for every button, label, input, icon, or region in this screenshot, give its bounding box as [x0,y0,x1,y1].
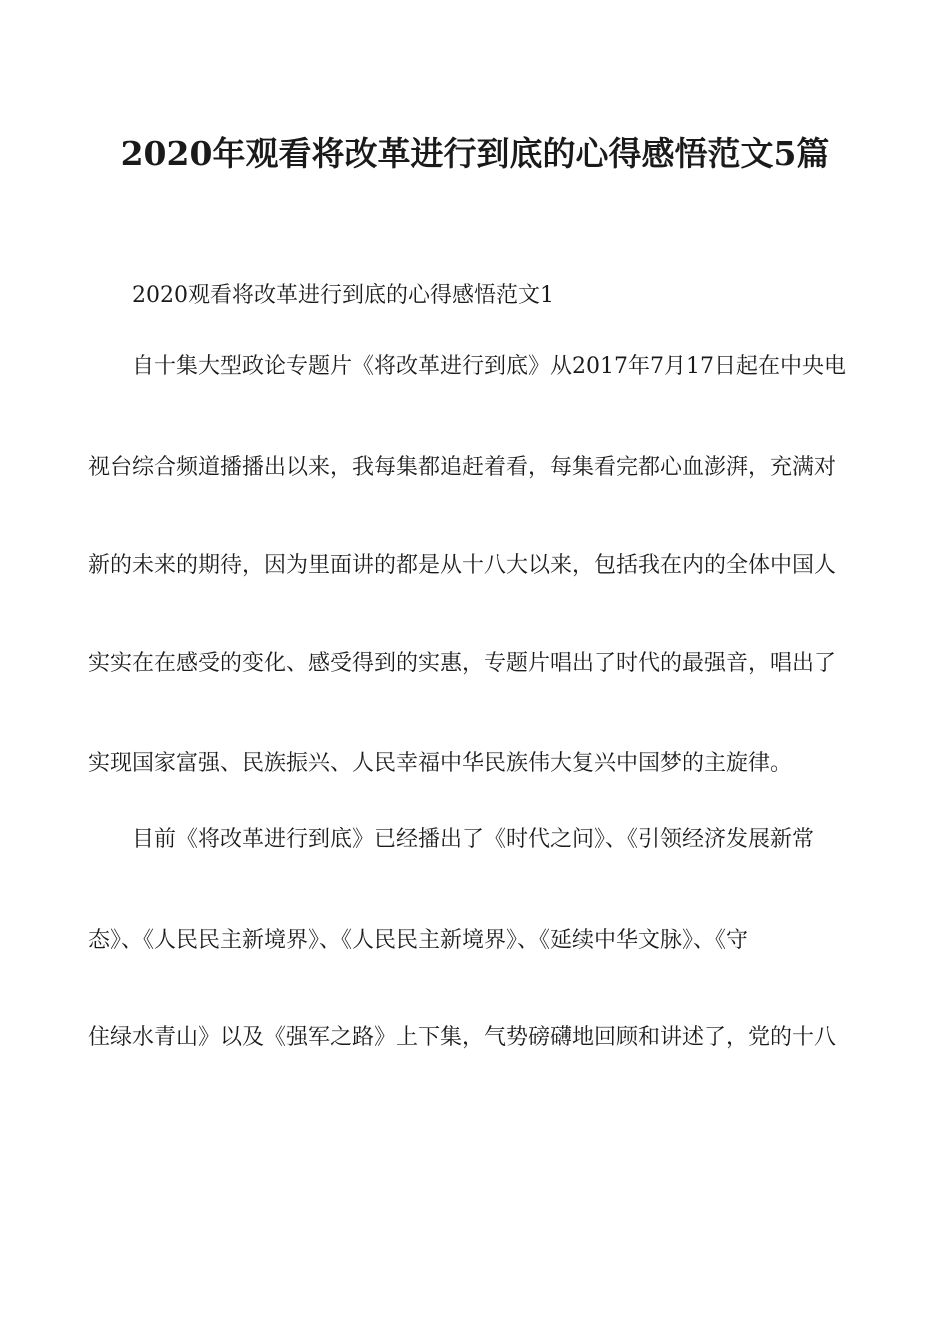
paragraph-line-7: 态》、《人民民主新境界》、《人民民主新境界》、《延续中华文脉》、《守 [88,928,749,953]
paragraph-line-5: 实现国家富强、民族振兴、人民幸福中华民族伟大复兴中国梦的主旋律。 [88,751,793,776]
document-title: 2020年观看将改革进行到底的心得感悟范文5篇 [120,134,830,173]
section-heading: 2020观看将改革进行到底的心得感悟范文1 [132,283,554,308]
paragraph-line-3: 新的未来的期待，因为里面讲的都是从十八大以来，包括我在内的全体中国人 [88,553,837,578]
paragraph-line-2: 视台综合频道播播出以来，我每集都追赶着看，每集看完都心血澎湃，充满对 [88,455,837,480]
paragraph-line-4: 实实在在感受的变化、感受得到的实惠，专题片唱出了时代的最强音，唱出了 [88,651,837,676]
paragraph-line-1: 自十集大型政论专题片《将改革进行到底》从2017年7月17日起在中央电 [132,354,846,379]
paragraph-line-6: 目前《将改革进行到底》已经播出了《时代之问》、《引领经济发展新常 [132,827,815,852]
paragraph-line-8: 住绿水青山》以及《强军之路》上下集，气势磅礴地回顾和讲述了，党的十八 [88,1025,837,1050]
